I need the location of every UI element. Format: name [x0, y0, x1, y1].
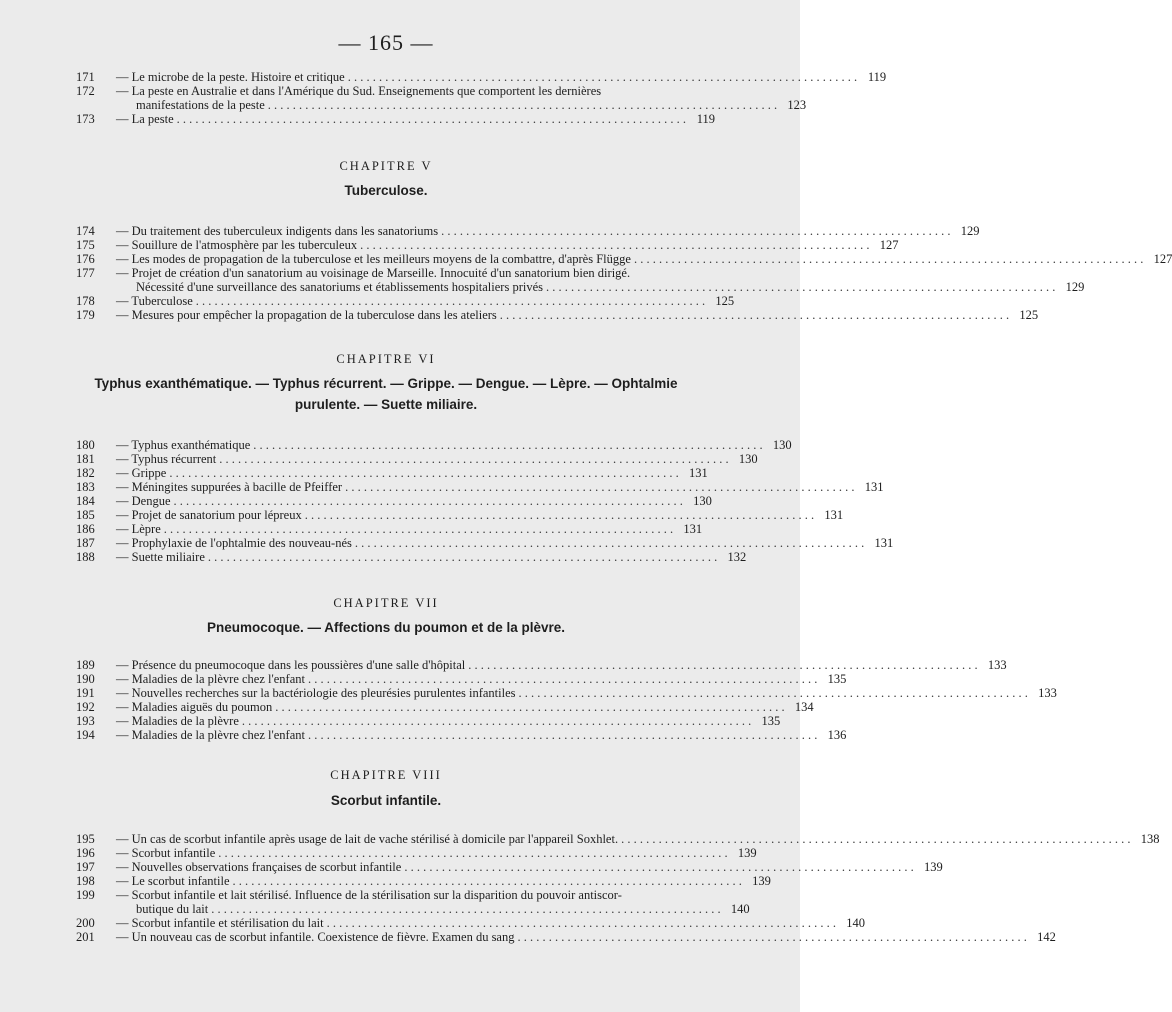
- entry-number: 187: [76, 536, 95, 550]
- entry-line: [116, 508, 844, 522]
- dot-leader: [305, 508, 814, 522]
- entry-page-number: 138: [1140, 832, 1160, 846]
- entry-page-number: 127: [1153, 252, 1172, 266]
- chapter-7-heading: CHAPITRE VII: [333, 596, 439, 610]
- entry-line: [116, 550, 747, 564]
- dot-leader: [196, 294, 705, 308]
- entry-page-number: 129: [1065, 280, 1085, 294]
- dot-leader: [360, 238, 869, 252]
- entry-title: — Maladies de la plèvre chez l'enfant: [116, 672, 305, 686]
- entry-title: — Scorbut infantile et stérilisation du lait: [116, 916, 324, 930]
- entry-line: [116, 280, 1085, 294]
- entry-number: 177: [76, 266, 95, 280]
- entry-page-number: 139: [752, 874, 771, 888]
- page-number: — 165 —: [338, 30, 434, 55]
- entry-number: 196: [76, 846, 95, 860]
- toc-entry: [76, 728, 847, 742]
- entry-page-number: 131: [874, 536, 894, 550]
- toc-entry: [76, 658, 1007, 672]
- chapter-8-title-line: Scorbut infantile.: [330, 793, 442, 808]
- entry-number: 195: [76, 832, 95, 846]
- entry-number: 176: [76, 252, 95, 266]
- entry-title: — Un nouveau cas de scorbut infantile. Coexistence de fièvre. Examen du sang: [116, 930, 515, 944]
- toc-entry: [76, 860, 943, 874]
- chapter-6-entries: [76, 438, 894, 564]
- entry-line: [116, 480, 884, 494]
- toc-entry: [76, 266, 1085, 294]
- entry-body: [116, 466, 708, 480]
- chapter-5-entries: [76, 224, 1172, 322]
- entry-line: [116, 930, 1056, 944]
- dot-leader: [468, 658, 977, 672]
- entry-title: — Méningites suppurées à bacille de Pfeiffer: [116, 480, 343, 494]
- entry-line: [116, 98, 807, 112]
- dot-leader: [404, 860, 913, 874]
- toc-entry: [76, 714, 781, 728]
- entry-page-number: 127: [879, 238, 899, 252]
- entry-number: 183: [76, 480, 95, 494]
- entry-body: [116, 294, 735, 308]
- entry-title: butique du lait: [136, 902, 209, 916]
- entry-title: — Le scorbut infantile: [116, 874, 230, 888]
- dot-leader: [174, 494, 683, 508]
- toc-entry: [76, 452, 758, 466]
- entry-body: [116, 224, 980, 238]
- dot-leader: [253, 438, 762, 452]
- entry-page-number: 125: [1019, 308, 1039, 322]
- entry-body: [116, 494, 712, 508]
- entry-number: 201: [76, 930, 95, 944]
- entry-number: 192: [76, 700, 95, 714]
- dot-leader: [308, 672, 817, 686]
- entry-page-number: 125: [715, 294, 735, 308]
- toc-entry: [76, 224, 980, 238]
- entry-line: — Projet de création d'un sanatorium au voisinage de Marseille. Innocuité d'un sanatorium bien dirigé.: [116, 266, 631, 280]
- entry-body: [116, 522, 703, 536]
- entry-body: [116, 266, 1085, 294]
- entry-title: — Maladies de la plèvre chez l'enfant: [116, 728, 305, 742]
- entry-page-number: 130: [693, 494, 712, 508]
- entry-body: [116, 84, 807, 112]
- entry-title: — Du traitement des tuberculeux indigents dans les sanatoriums: [116, 224, 439, 238]
- dot-leader: [308, 728, 817, 742]
- entry-title: — Dengue: [116, 494, 171, 508]
- entry-number: 186: [76, 522, 95, 536]
- entry-body: [116, 846, 757, 860]
- entry-line: [116, 672, 847, 686]
- entry-body: [116, 550, 747, 564]
- entry-line: [116, 714, 781, 728]
- entry-title: — Souillure de l'atmosphère par les tuberculeux: [116, 238, 358, 252]
- entry-page-number: 142: [1037, 930, 1056, 944]
- entry-line: [116, 308, 1039, 322]
- chapter-8-heading: CHAPITRE VIII: [330, 768, 442, 782]
- entry-line: [116, 700, 814, 714]
- entry-title: — Maladies de la plèvre: [116, 714, 239, 728]
- entry-title: — Typhus récurrent: [116, 452, 217, 466]
- entry-title: manifestations de la peste: [136, 98, 265, 112]
- entry-line: [116, 238, 899, 252]
- entry-line: [116, 658, 1007, 672]
- entry-body: [116, 874, 771, 888]
- dot-leader: [169, 466, 678, 480]
- dot-leader: [634, 252, 1143, 266]
- entry-page-number: 131: [683, 522, 703, 536]
- entry-title: — Typhus exanthématique: [116, 438, 251, 452]
- entry-title: — Grippe: [116, 466, 167, 480]
- dot-leader: [208, 550, 717, 564]
- entry-line: — La peste en Australie et dans l'Amérique du Sud. Enseignements que comportent les dernières: [116, 84, 602, 98]
- entry-number: 174: [76, 224, 95, 238]
- toc-entry: [76, 238, 899, 252]
- entry-number: 199: [76, 888, 95, 902]
- entry-line: [116, 686, 1057, 700]
- entry-number: 194: [76, 728, 95, 742]
- toc-entry: [76, 112, 715, 126]
- dot-leader: [355, 536, 864, 550]
- chapter-5-title-line: Tuberculose.: [344, 183, 428, 198]
- entry-page-number: 119: [867, 70, 887, 84]
- entry-page-number: 131: [864, 480, 884, 494]
- entry-body: [116, 508, 844, 522]
- entry-number: 172: [76, 84, 95, 98]
- entry-line: [116, 902, 750, 916]
- toc-entry: [76, 536, 894, 550]
- entry-line: [116, 494, 712, 508]
- entry-title: — Nouvelles observations françaises de scorbut infantile: [116, 860, 402, 874]
- entry-page-number: 134: [794, 700, 814, 714]
- entry-line: [116, 252, 1172, 266]
- entry-number: 178: [76, 294, 95, 308]
- entry-body: [116, 536, 894, 550]
- entry-line: [116, 874, 771, 888]
- entry-page-number: 133: [1038, 686, 1057, 700]
- toc-entry: [76, 550, 747, 564]
- entry-body: [116, 438, 792, 452]
- chapter-6-title: [72, 373, 700, 415]
- entry-title: — Tuberculose: [116, 294, 193, 308]
- dot-leader: [546, 280, 1055, 294]
- entry-title: — Suette miliaire: [116, 550, 205, 564]
- entry-body: [116, 714, 781, 728]
- entry-title: — Un cas de scorbut infantile après usage de lait de vache stérilisé à domicile par l'appareil Soxhlet.: [116, 832, 619, 846]
- toc-entry: [76, 480, 884, 494]
- toc-entry: [76, 846, 757, 860]
- chapter-7-entries: [76, 658, 1057, 742]
- entry-body: [116, 308, 1039, 322]
- toc-entry: [76, 832, 1160, 846]
- entry-body: [116, 658, 1007, 672]
- entry-body: [116, 860, 943, 874]
- entry-number: 173: [76, 112, 95, 126]
- entry-body: [116, 238, 899, 252]
- entry-body: [116, 112, 715, 126]
- toc-entry: [76, 494, 712, 508]
- entry-page-number: 131: [688, 466, 708, 480]
- entry-title: — Nouvelles recherches sur la bactériologie des pleurésies purulentes infantiles: [116, 686, 516, 700]
- entry-line: [116, 438, 792, 452]
- entry-body: [116, 252, 1172, 266]
- entry-number: 180: [76, 438, 95, 452]
- entry-number: 181: [76, 452, 95, 466]
- entry-page-number: 131: [824, 508, 844, 522]
- dot-leader: [517, 930, 1026, 944]
- entry-body: [116, 672, 847, 686]
- entry-title: — Les modes de propagation de la tuberculose et les meilleurs moyens de la combattre, d'après Flügge: [116, 252, 631, 266]
- entry-number: 182: [76, 466, 95, 480]
- chapter-6-title-line-1: Typhus exanthématique. — Typhus récurrent. — Grippe. — Dengue. — Lèpre. — Ophtalmie: [94, 376, 678, 391]
- dot-leader: [177, 112, 686, 126]
- entry-number: 191: [76, 686, 95, 700]
- entry-title: — Scorbut infantile: [116, 846, 216, 860]
- toc-entry: [76, 252, 1172, 266]
- entry-title: Nécessité d'une surveillance des sanatoriums et établissements hospitaliers privés: [136, 280, 544, 294]
- entry-page-number: 119: [696, 112, 715, 126]
- dot-leader: [500, 308, 1009, 322]
- toc-entry: [76, 70, 887, 84]
- dot-leader: [219, 452, 728, 466]
- entry-title: — Projet de sanatorium pour lépreux: [116, 508, 302, 522]
- entry-line: [116, 224, 980, 238]
- toc-entry: [76, 874, 771, 888]
- entry-number: 179: [76, 308, 95, 322]
- entry-number: 171: [76, 70, 95, 84]
- entry-page-number: 130: [738, 452, 758, 466]
- chapter-8-title: [76, 790, 696, 811]
- entry-page-number: 140: [846, 916, 865, 930]
- dot-leader: [441, 224, 950, 238]
- toc-entry: [76, 508, 844, 522]
- entry-page-number: 129: [960, 224, 980, 238]
- entry-line: [116, 70, 887, 84]
- dot-leader: [242, 714, 751, 728]
- entry-line: [116, 466, 708, 480]
- toc-entry: [76, 438, 792, 452]
- intro-entries: [76, 70, 887, 126]
- dot-leader: [164, 522, 673, 536]
- toc-entry: [76, 294, 735, 308]
- dot-leader: [218, 846, 727, 860]
- entry-body: [116, 930, 1056, 944]
- entry-page-number: 135: [827, 672, 847, 686]
- entry-body: [116, 916, 865, 930]
- entry-number: 193: [76, 714, 95, 728]
- entry-body: [116, 832, 1160, 846]
- toc-entry: [76, 466, 708, 480]
- entry-title: — Maladies aiguës du poumon: [116, 700, 273, 714]
- entry-line: [116, 728, 847, 742]
- entry-title: — Le microbe de la peste. Histoire et critique: [116, 70, 345, 84]
- dot-leader: [211, 902, 720, 916]
- entry-line: [116, 112, 715, 126]
- entry-number: 185: [76, 508, 95, 522]
- entry-page-number: 136: [827, 728, 847, 742]
- toc-entry: [76, 888, 750, 916]
- entry-body: [116, 480, 884, 494]
- entry-body: [116, 728, 847, 742]
- toc-entry: [76, 84, 807, 112]
- dot-leader: [621, 832, 1130, 846]
- entry-number: 190: [76, 672, 95, 686]
- dot-leader: [345, 480, 854, 494]
- entry-page-number: 133: [987, 658, 1007, 672]
- entry-line: [116, 536, 894, 550]
- toc-entry: [76, 308, 1039, 322]
- entry-page-number: 130: [772, 438, 792, 452]
- entry-number: 184: [76, 494, 95, 508]
- entry-number: 200: [76, 916, 95, 930]
- entry-page-number: 139: [923, 860, 943, 874]
- chapter-7-title: [76, 617, 696, 638]
- dot-leader: [268, 98, 777, 112]
- entry-line: [116, 916, 865, 930]
- entry-line: [116, 522, 703, 536]
- dot-leader: [519, 686, 1028, 700]
- chapter-8-entries: [76, 832, 1160, 944]
- entry-title: — Mesures pour empêcher la propagation de la tuberculose dans les ateliers: [116, 308, 497, 322]
- dot-leader: [275, 700, 784, 714]
- chapter-5-heading: CHAPITRE V: [339, 159, 433, 173]
- entry-body: [116, 888, 750, 916]
- dot-leader: [327, 916, 836, 930]
- entry-title: — Prophylaxie de l'ophtalmie des nouveau-nés: [116, 536, 352, 550]
- chapter-5-title: [76, 180, 696, 201]
- entry-body: [116, 700, 814, 714]
- dot-leader: [348, 70, 857, 84]
- entry-page-number: 132: [727, 550, 747, 564]
- entry-line: — Scorbut infantile et lait stérilisé. Influence de la stérilisation sur la disparition du pouvoir antiscor-: [116, 888, 622, 902]
- chapter-6-heading: CHAPITRE VI: [336, 352, 436, 366]
- entry-page-number: 139: [737, 846, 757, 860]
- entry-page-number: 140: [730, 902, 750, 916]
- toc-entry: [76, 700, 814, 714]
- entry-body: [116, 452, 758, 466]
- entry-line: [116, 846, 757, 860]
- chapter-7-title-line: Pneumocoque. — Affections du poumon et de la plèvre.: [206, 620, 566, 635]
- entry-title: — Lèpre: [116, 522, 161, 536]
- entry-title: — Présence du pneumocoque dans les poussières d'une salle d'hôpital: [116, 658, 466, 672]
- entry-body: [116, 70, 887, 84]
- entry-number: 197: [76, 860, 95, 874]
- toc-entry: [76, 930, 1056, 944]
- entry-line: [116, 832, 1160, 846]
- entry-title: — La peste: [116, 112, 174, 126]
- entry-line: [116, 860, 943, 874]
- entry-number: 189: [76, 658, 95, 672]
- entry-line: [116, 452, 758, 466]
- entry-number: 188: [76, 550, 95, 564]
- toc-entry: [76, 522, 703, 536]
- toc-entry: [76, 672, 847, 686]
- entry-number: 198: [76, 874, 95, 888]
- entry-page-number: 123: [787, 98, 807, 112]
- entry-body: [116, 686, 1057, 700]
- dot-leader: [233, 874, 742, 888]
- entry-number: 175: [76, 238, 95, 252]
- chapter-6-title-line-2: purulente. — Suette miliaire.: [294, 397, 478, 412]
- toc-entry: [76, 686, 1057, 700]
- toc-entry: [76, 916, 865, 930]
- entry-page-number: 135: [761, 714, 781, 728]
- entry-line: [116, 294, 735, 308]
